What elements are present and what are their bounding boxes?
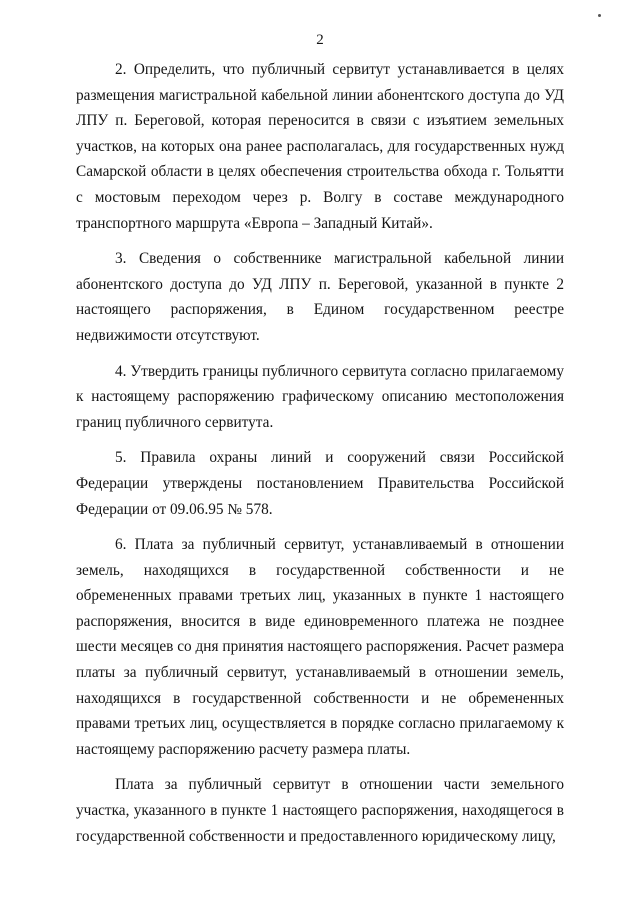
paragraph-item-4: 4. Утвердить границы публичного сервитута согласно прилагаемому к настоящему распоряжению графическому описанию местоположения границ публичного сервитута. — [76, 362, 564, 431]
paragraph-item-3: 3. Сведения о собственнике магистральной кабельной линии абонентского доступа до УД ЛПУ п. Береговой, указанной в пункте 2 настоящего распоряжения, в Едином государственном реестре недвижимости отсутствуют. — [76, 250, 564, 344]
paragraph-item-5: 5. Правила охраны линий и сооружений связи Российской Федерации утверждены постановлением Правительства Российской Федерации от 09.06.95 № 578. — [76, 449, 564, 518]
paragraph-item-2: 2. Определить, что публичный сервитут устанавливается в целях размещения магистральной кабельной линии абонентского доступа до УД ЛПУ п. Береговой, которая переносится в связи с изъятием земельных участков, на которых она ранее располагалась, для государственных нужд Самарской области в целях обеспечения строительства обхода г. Тольятти с мостовым переходом через р. Волгу в составе международного транспортного маршрута «Европа – Западный Китай». — [76, 61, 564, 232]
document-body — [76, 57, 564, 849]
scan-speck — [598, 14, 601, 17]
paragraph-continuation: Плата за публичный сервитут в отношении части земельного участка, указанного в пункте 1 настоящего распоряжения, находящегося в государственной собственности и предоставленного юридическому лицу, — [76, 776, 564, 845]
page-number: 2 — [316, 32, 324, 48]
paragraph-item-6: 6. Плата за публичный сервитут, устанавливаемый в отношении земель, находящихся в государственной собственности и не обремененных правами третьих лиц, указанных в пункте 1 настоящего распоряжения, вносится в виде единовременного платежа не позднее шести месяцев со дня принятия настоящего распоряжения. Расчет размера платы за публичный сервитут, устанавливаемый в отношении земель, находящихся в государственной собственности и не обремененных правами третьих лиц, осуществляется в порядке согласно прилагаемому к настоящему распоряжению расчету размера платы. — [76, 536, 564, 758]
